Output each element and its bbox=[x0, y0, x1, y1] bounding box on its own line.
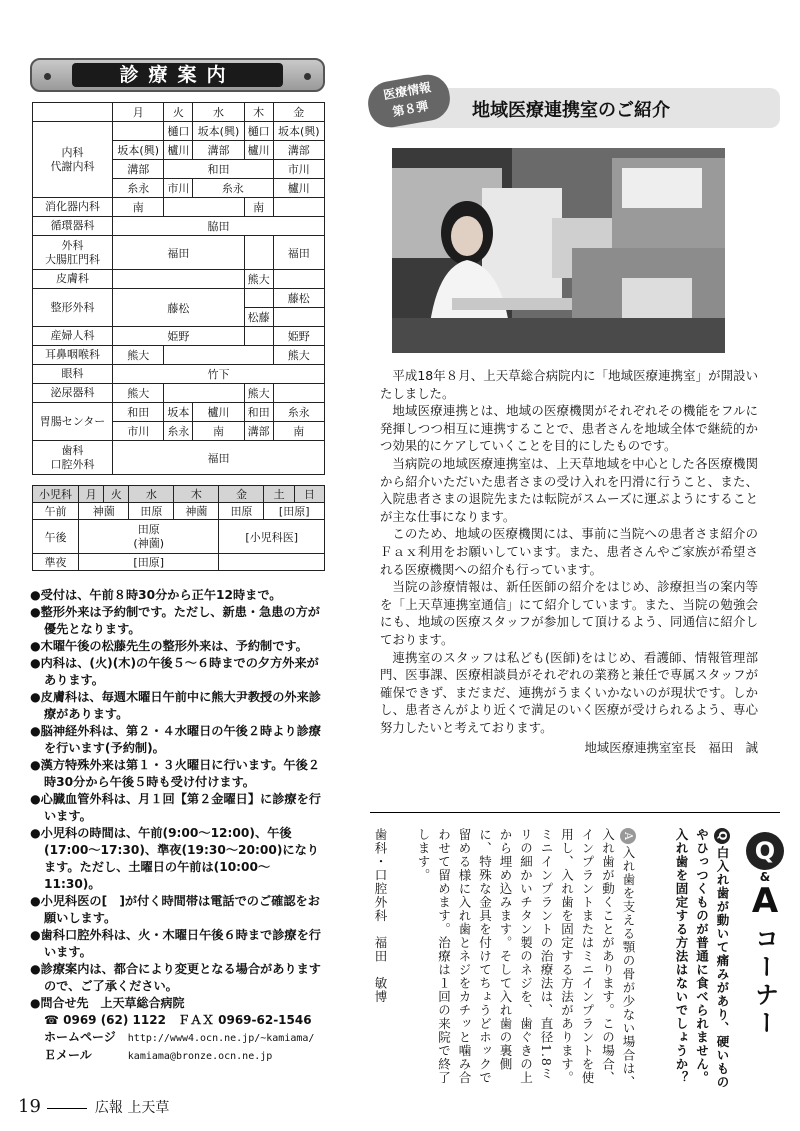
day-header: 火 bbox=[104, 486, 129, 503]
qa-title-amp: & bbox=[759, 870, 771, 884]
schedule-cell: 藤松 bbox=[113, 289, 245, 327]
schedule-cell: 姫野 bbox=[273, 327, 324, 346]
note-item: ●内科は、(火)(木)の午後５～６時までの夕方外来があります。 bbox=[30, 656, 319, 687]
pediatrics-cell: 神薗 bbox=[79, 503, 129, 520]
qa-answerer: 歯科・口腔外科 福田 敏博 bbox=[373, 828, 388, 1004]
dept-jibi: 耳鼻咽喉科 bbox=[33, 346, 113, 365]
schedule-cell: 櫨川 bbox=[164, 141, 193, 160]
answer-text: 入れ歯を支える顎の骨が少ない場合は、入れ歯が動くことがあります。この場合、インプラントまたはミニインプラントを使用し、入れ歯を固定する方法があります。ミニインプラントの治療法は、直径1.8ミリの細かいチタン製のネジを、歯ぐきの上から埋め込みます。そして入れ歯の裏側に、特殊な金具を付けてちょうどホックで留める様に入れ歯とネジをカチッと噛み合わせて留めます。治療は１回の来院で終了します。 bbox=[416, 828, 636, 1089]
clinic-guide-column bbox=[30, 58, 325, 1065]
qa-title-corner: コーナー bbox=[750, 926, 779, 1038]
page-footer bbox=[18, 1096, 169, 1117]
note-item: ●木曜午後の松藤先生の整形外来は、予約制です。 bbox=[30, 639, 308, 653]
row-label: 午前 bbox=[33, 503, 79, 520]
day-header: 水 bbox=[129, 486, 174, 503]
bullet-dot-icon bbox=[304, 73, 311, 80]
article-paragraph: 連携室のスタッフは私ども(医師)をはじめ、看護師、情報管理部門、医事課、医療相談員がそれぞれの業務と兼任で専属スタッフが確保できず、まだまだ、連携がうまくいかないのが現状です。しかし、患者さんがより近くで満足のいく医療が受けられるよう、専心努力したいと考えております。 bbox=[380, 649, 758, 735]
homepage-label: ホームページ bbox=[44, 1030, 116, 1044]
answer-mark-icon: A bbox=[620, 828, 636, 844]
day-header: 金 bbox=[219, 486, 264, 503]
schedule-cell: 溝部 bbox=[113, 160, 164, 179]
article-header bbox=[382, 80, 780, 128]
page-number: 19 bbox=[18, 1096, 41, 1117]
note-item: ●心臓血管外科は、月１回【第２金曜日】に診療を行います。 bbox=[30, 792, 321, 823]
note-item: ●小児科の時間は、午前(9:00～12:00)、午後(17:00～17:30)、準夜(19:30～20:00)になります。ただし、土曜日の午前は(10:00～11:30)。 bbox=[30, 826, 319, 891]
qa-question bbox=[648, 828, 732, 1093]
clinic-guide-title-box bbox=[30, 58, 325, 92]
section-divider bbox=[370, 812, 780, 813]
schedule-cell: 坂本(興) bbox=[113, 141, 164, 160]
note-item: ●診療案内は、都合により変更となる場合がありますので、ご了承ください。 bbox=[30, 962, 321, 993]
day-header: 金 bbox=[273, 103, 324, 122]
schedule-cell: 熊大 bbox=[113, 384, 164, 403]
pediatrics-cell: [田原] bbox=[79, 554, 219, 571]
schedule-cell: 糸永 bbox=[164, 422, 193, 441]
dept-geka: 外科 大腸肛門科 bbox=[33, 236, 113, 270]
qa-corner bbox=[370, 828, 790, 1093]
schedule-cell: 坂本(興) bbox=[193, 122, 244, 141]
question-text: 白入れ歯が動いて痛みがあり、硬いものやひっつくものが普通に食べられません。入れ歯を固定する方法はないでしょうか？ bbox=[674, 828, 730, 1089]
schedule-cell: 糸永 bbox=[273, 403, 324, 422]
day-header: 月 bbox=[113, 103, 164, 122]
pediatrics-cell: 田原 (神薗) bbox=[79, 520, 219, 554]
pediatrics-cell: 田原 bbox=[219, 503, 264, 520]
dept-seikei: 整形外科 bbox=[33, 289, 113, 327]
day-header: 月 bbox=[79, 486, 104, 503]
schedule-cell: 樋口 bbox=[164, 122, 193, 141]
pediatrics-cell: [田原] bbox=[264, 503, 325, 520]
schedule-cell: 熊大 bbox=[244, 270, 273, 289]
office-photo bbox=[392, 148, 725, 353]
note-item: ●整形外来は予約制です。ただし、新患・急患の方が優先となります。 bbox=[30, 605, 320, 636]
pediatrics-label: 小児科 bbox=[33, 486, 79, 503]
clinic-schedule-table bbox=[32, 102, 325, 475]
schedule-cell: 櫨川 bbox=[244, 141, 273, 160]
schedule-cell: 熊大 bbox=[113, 346, 164, 365]
schedule-cell: 南 bbox=[244, 198, 273, 217]
schedule-cell: 糸永 bbox=[113, 179, 164, 198]
schedule-cell: 溝部 bbox=[273, 141, 324, 160]
article-badge: 医療情報 第８弾 bbox=[365, 71, 454, 131]
day-header: 水 bbox=[193, 103, 244, 122]
qa-title-q: Q bbox=[746, 832, 784, 870]
dept-shoukaki: 消化器内科 bbox=[33, 198, 113, 217]
schedule-cell: 南 bbox=[193, 422, 244, 441]
note-item: ●皮膚科は、毎週木曜日午前中に熊大尹教授の外来診療があります。 bbox=[30, 690, 321, 721]
schedule-cell: 福田 bbox=[273, 236, 324, 270]
question-mark-icon: Q bbox=[714, 828, 730, 844]
schedule-cell: 松藤 bbox=[244, 308, 273, 327]
publication-name: 広報 上天草 bbox=[94, 1100, 170, 1116]
bullet-dot-icon bbox=[44, 73, 51, 80]
note-item: ●受付は、午前８時30分から正午12時まで。 bbox=[30, 588, 282, 602]
schedule-cell: 溝部 bbox=[244, 422, 273, 441]
email-label: Ｅメール bbox=[44, 1048, 92, 1062]
schedule-cell: 姫野 bbox=[113, 327, 245, 346]
article-body bbox=[380, 367, 758, 736]
schedule-cell: 南 bbox=[113, 198, 164, 217]
dept-ganka: 眼科 bbox=[33, 365, 113, 384]
article-paragraph: このため、地域の医療機関には、事前に当院への患者さま紹介のＦａｘ利用をお願いしています。また、患者さんやご家族が希望される医療機関への紹介も行っています。 bbox=[380, 526, 758, 577]
schedule-cell: 坂本(興) bbox=[273, 122, 324, 141]
schedule-cell: 和田 bbox=[244, 403, 273, 422]
day-header: 日 bbox=[294, 486, 324, 503]
dept-shika: 歯科 口腔外科 bbox=[33, 441, 113, 475]
schedule-cell: 糸永 bbox=[193, 179, 273, 198]
note-item: ●漢方特殊外来は第１・３火曜日に行います。午後２時30分から午後５時も受け付けます。 bbox=[30, 758, 320, 789]
day-header: 土 bbox=[264, 486, 294, 503]
row-label: 午後 bbox=[33, 520, 79, 554]
schedule-cell: 脇田 bbox=[113, 217, 325, 236]
row-label: 準夜 bbox=[33, 554, 79, 571]
schedule-cell: 熊大 bbox=[244, 384, 273, 403]
schedule-cell: 溝部 bbox=[193, 141, 244, 160]
schedule-cell: 熊大 bbox=[273, 346, 324, 365]
article-paragraph: 平成18年８月、上天草総合病院内に「地域医療連携室」が開設いたしました。 bbox=[380, 368, 758, 401]
schedule-cell: 福田 bbox=[113, 441, 325, 475]
schedule-cell: 藤松 bbox=[273, 289, 324, 308]
day-header: 木 bbox=[244, 103, 273, 122]
schedule-cell: 櫨川 bbox=[193, 403, 244, 422]
qa-title bbox=[740, 832, 790, 1072]
dept-hifu: 皮膚科 bbox=[33, 270, 113, 289]
schedule-cell: 樋口 bbox=[244, 122, 273, 141]
schedule-cell: 竹下 bbox=[113, 365, 325, 384]
dept-sanfu: 産婦人科 bbox=[33, 327, 113, 346]
notes-list bbox=[30, 587, 325, 995]
footer-rule bbox=[47, 1108, 87, 1109]
article-signature: 地域医療連携室室長 福田 誠 bbox=[584, 740, 758, 756]
dept-hinyo: 泌尿器科 bbox=[33, 384, 113, 403]
schedule-cell: 市川 bbox=[273, 160, 324, 179]
contact-info bbox=[30, 995, 325, 1065]
pediatrics-schedule-table bbox=[32, 485, 325, 571]
schedule-cell: 櫨川 bbox=[273, 179, 324, 198]
article-title: 地域医療連携室のご紹介 bbox=[472, 100, 670, 121]
clinic-guide-title: 診療案内 bbox=[72, 63, 283, 87]
homepage-link[interactable]: http://www4.ocn.ne.jp/~kamiama/ bbox=[127, 1033, 315, 1044]
email-link[interactable]: kamiama@bronze.ocn.ne.jp bbox=[127, 1051, 273, 1062]
schedule-cell: 坂本 bbox=[164, 403, 193, 422]
article-paragraph: 当院の診療情報は、新任医師の紹介をはじめ、診療担当の案内等を「上天草連携室通信」にて紹介しています。また、当院の勉強会にも、地域の医療スタッフが参加して頂けるよう、同通信に紹介しております。 bbox=[380, 579, 758, 647]
schedule-cell: 市川 bbox=[113, 422, 164, 441]
schedule-cell: 市川 bbox=[164, 179, 193, 198]
pediatrics-cell: 田原 bbox=[129, 503, 174, 520]
qa-answer bbox=[388, 828, 638, 1093]
contact-tel: ☎ 0969 (62) 1122 ＦＡＸ 0969-62-1546 bbox=[44, 1013, 312, 1027]
article-column bbox=[370, 80, 780, 756]
note-item: ●脳神経外科は、第２・４水曜日の午後２時より診療を行います(予約制)。 bbox=[30, 724, 321, 755]
day-header: 火 bbox=[164, 103, 193, 122]
note-item: ●歯科口腔外科は、火・木曜日午後６時まで診療を行います。 bbox=[30, 928, 321, 959]
article-paragraph: 当病院の地域医療連携室は、上天草地域を中心とした各医療機関から紹介いただいた患者さまの受け入れを円滑に行うこと、また、入院患者さまの退院先または転院がスムーズに運ぶようにすることが主な仕事になります。 bbox=[380, 455, 758, 524]
schedule-cell: 福田 bbox=[113, 236, 245, 270]
qa-title-a: A bbox=[751, 881, 779, 921]
note-item: ●小児科医の[ ]が付く時間帯は電話でのご確認をお願いします。 bbox=[30, 894, 320, 925]
schedule-cell: 和田 bbox=[113, 403, 164, 422]
contact-label: ●問合せ先 上天草総合病院 bbox=[30, 996, 185, 1010]
dept-naika: 内科 代謝内科 bbox=[33, 122, 113, 198]
schedule-cell: 南 bbox=[273, 422, 324, 441]
office-photo-illustration bbox=[392, 148, 725, 353]
article-paragraph: 地域医療連携とは、地域の医療機関がそれぞれその機能をフルに発揮しつつ相互に連携することで、患者さんを地域全体で継続的かつ効果的にケアしていくことを目的にしたものです。 bbox=[380, 403, 758, 454]
pediatrics-cell: 神薗 bbox=[174, 503, 219, 520]
dept-ichou: 胃腸センター bbox=[33, 403, 113, 441]
pediatrics-cell: [小児科医] bbox=[219, 520, 325, 554]
schedule-cell: 和田 bbox=[164, 160, 273, 179]
day-header: 木 bbox=[174, 486, 219, 503]
dept-junkanki: 循環器科 bbox=[33, 217, 113, 236]
